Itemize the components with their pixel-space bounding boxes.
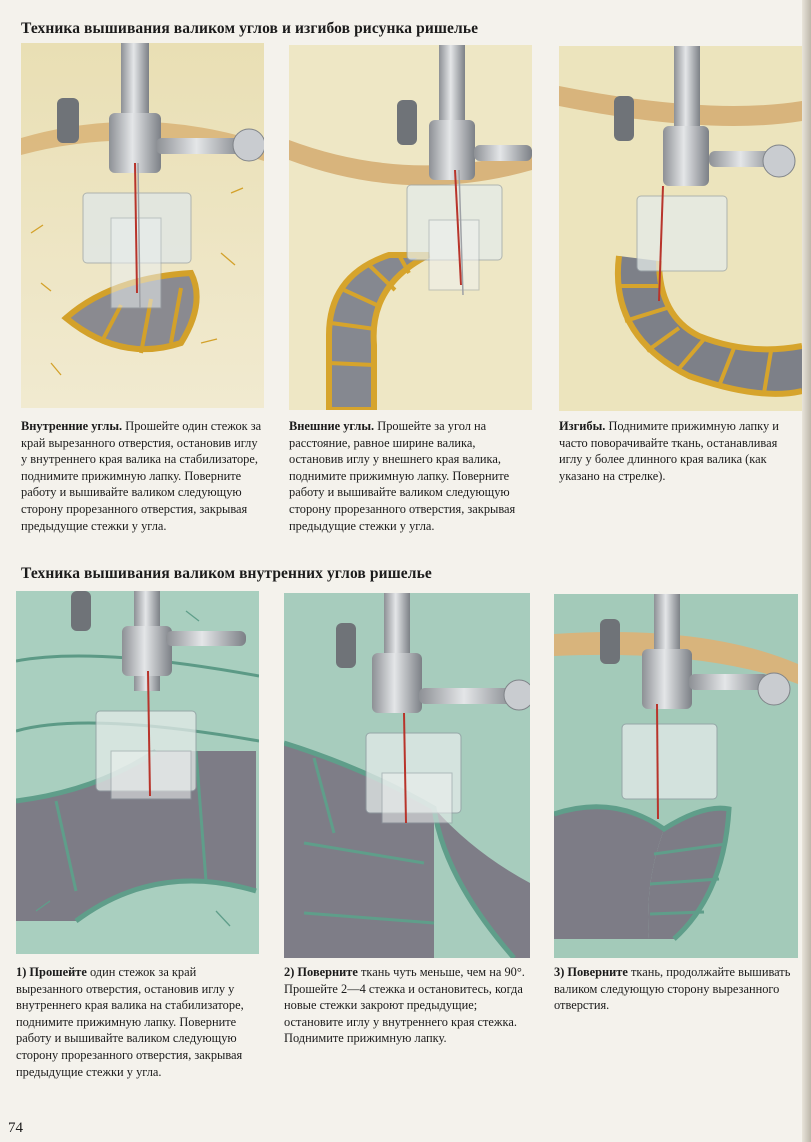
caption-step-2-text: ткань чуть меньше, чем на 90°. Прошейте 2—4 стежка и остановитесь, когда новые стежки закроют предыдущие; остановите иглу у внутреннего края стежка. Поднимите прижимную лапку.	[284, 965, 525, 1046]
caption-step-3	[554, 964, 794, 1014]
caption-curves-text: Поднимите прижимную лапку и часто поворачивайте ткань, останавливая иглу у более длинного края валика (как указано на стрелке).	[559, 419, 779, 483]
photo-step-3	[554, 594, 798, 958]
caption-inner-corners	[21, 418, 266, 534]
caption-step-2-heading: 2) Поверните	[284, 965, 358, 979]
photo-step-1	[16, 591, 259, 954]
caption-inner-corners-text: Прошейте один стежок за край вырезанного отверстия, остановив иглу у внутреннего края валика на стабилизаторе, поднимите прижимную лапку. Поверните работу и вышивайте валиком следующую сторону прорезанного отверстия, закрывая предыдущие стежки у угла.	[21, 419, 262, 533]
caption-outer-corners-text: Прошейте за угол на расстояние, равное ширине валика, остановив иглу у внешнего края валика, поднимите прижимную лапку. Поверните работу и вышивайте валиком следующую сторону прорезанного отверстия, закрывая предыдущие стежки у угла.	[289, 419, 516, 533]
page-number: 74	[8, 1120, 23, 1136]
photo-inner-corners	[21, 43, 264, 408]
caption-step-3-heading: 3) Поверните	[554, 965, 628, 979]
caption-curves-heading: Изгибы.	[559, 419, 606, 433]
photo-step-2	[284, 593, 530, 958]
photo-curves	[559, 46, 802, 411]
caption-outer-corners-heading: Внешние углы.	[289, 419, 375, 433]
caption-step-3-text: ткань, продолжайте вышивать валиком следующую сторону вырезанного отверстия.	[554, 965, 791, 1013]
caption-step-2	[284, 964, 530, 1047]
section2-title: Техника вышивания валиком внутренних углов ришелье	[21, 565, 432, 582]
section1-title: Техника вышивания валиком углов и изгибов рисунка ришелье	[21, 20, 479, 37]
page-edge-shadow	[802, 0, 811, 1142]
caption-step-1-text: один стежок за край вырезанного отверстия, остановив иглу у внутреннего края валика на стабилизаторе, поднимите прижимную лапку. Поверните работу и вышивайте валиком следующую сторону прорезанного отверстия, закрывая предыдущие стежки у угла.	[16, 965, 244, 1079]
caption-curves	[559, 418, 795, 484]
photo-outer-corners	[289, 45, 532, 410]
caption-step-1	[16, 964, 261, 1080]
caption-outer-corners	[289, 418, 529, 534]
caption-inner-corners-heading: Внутренние углы.	[21, 419, 123, 433]
caption-step-1-heading: 1) Прошейте	[16, 965, 87, 979]
